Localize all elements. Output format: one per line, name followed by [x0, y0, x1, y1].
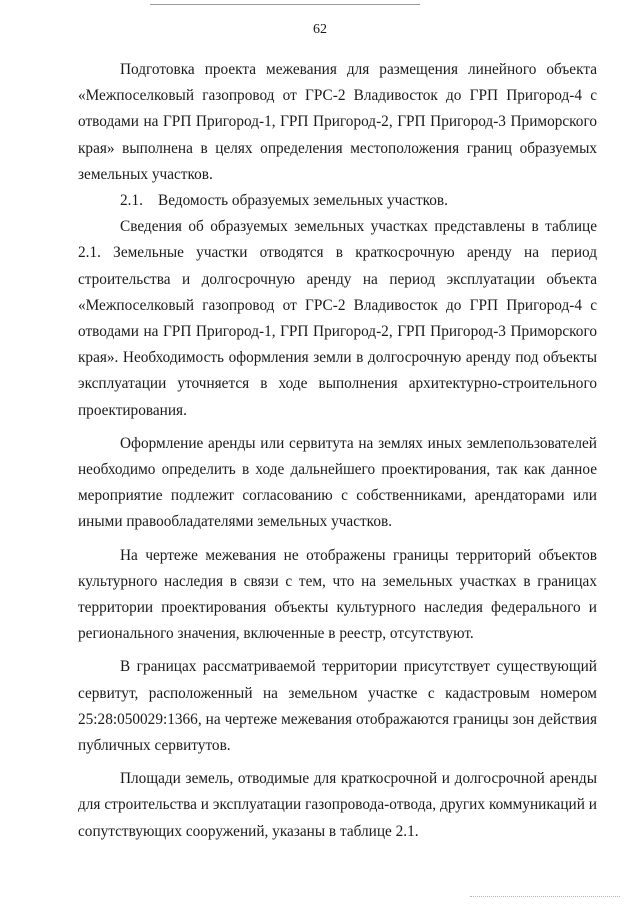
paragraph-heritage: На чертеже межевания не отображены границы территорий объектов культурного наследия в связи с тем, что на земельных участках в границах территории проектирования объекты культурного наследия федерального и регионального значения, включенные в реестр, отсутствуют.: [78, 546, 597, 643]
paragraph-areas: Площади земель, отводимые для краткосрочной и долгосрочной аренды для строительства и эксплуатации газопровода-отвода, других коммуникаций и сопутствующих сооружений, указаны в таблице 2.1.: [78, 770, 597, 840]
paragraph-lease: Оформление аренды или сервитута на землях иных землепользователей необходимо определить в ходе дальнейшего проектирования, так как данное мероприятие подлежит согласованию с собственниками, арендаторами или иными правообладателями земельных участков.: [78, 434, 597, 531]
paragraph-servitude: В границах рассматриваемой территории присутствует существующий сервитут, расположенный на земельном участке с кадастровым номером 25:28:050029:1366, на чертеже межевания отображаются границы зон действия публичных сервитутов.: [78, 658, 597, 755]
scan-top-border: [150, 4, 420, 5]
document-body: [78, 57, 597, 845]
paragraph-intro: Подготовка проекта межевания для размещения линейного объекта «Межпоселковый газопровод от ГРС-2 Владивосток до ГРП Пригород-4 с отводами на ГРП Пригород-1, ГРП Пригород-2, ГРП Пригород-3 Приморского края» выполнена в целях определения местоположения границ образуемых земельных участков.: [78, 61, 597, 183]
scan-bottom-mark: [470, 896, 620, 897]
section-heading: [78, 188, 597, 214]
paragraph-land-plots: Сведения об образуемых земельных участках представлены в таблице 2.1. Земельные участки отводятся в краткосрочную аренду на период строительства и долгосрочную аренду на период эксплуатации объекта «Межпоселковый газопровод от ГРС-2 Владивосток до ГРП Пригород-4 с отводами на ГРП Пригород-1, ГРП Пригород-2, ГРП Пригород-3 Приморского края». Необходимость оформления земли в долгосрочную аренду под объекты эксплуатации уточняется в ходе выполнения архитектурно-строительного проектирования.: [78, 218, 597, 419]
section-number: 2.1.: [120, 192, 143, 210]
page-number: 62: [313, 22, 327, 37]
section-title: Ведомость образуемых земельных участков.: [158, 192, 448, 210]
